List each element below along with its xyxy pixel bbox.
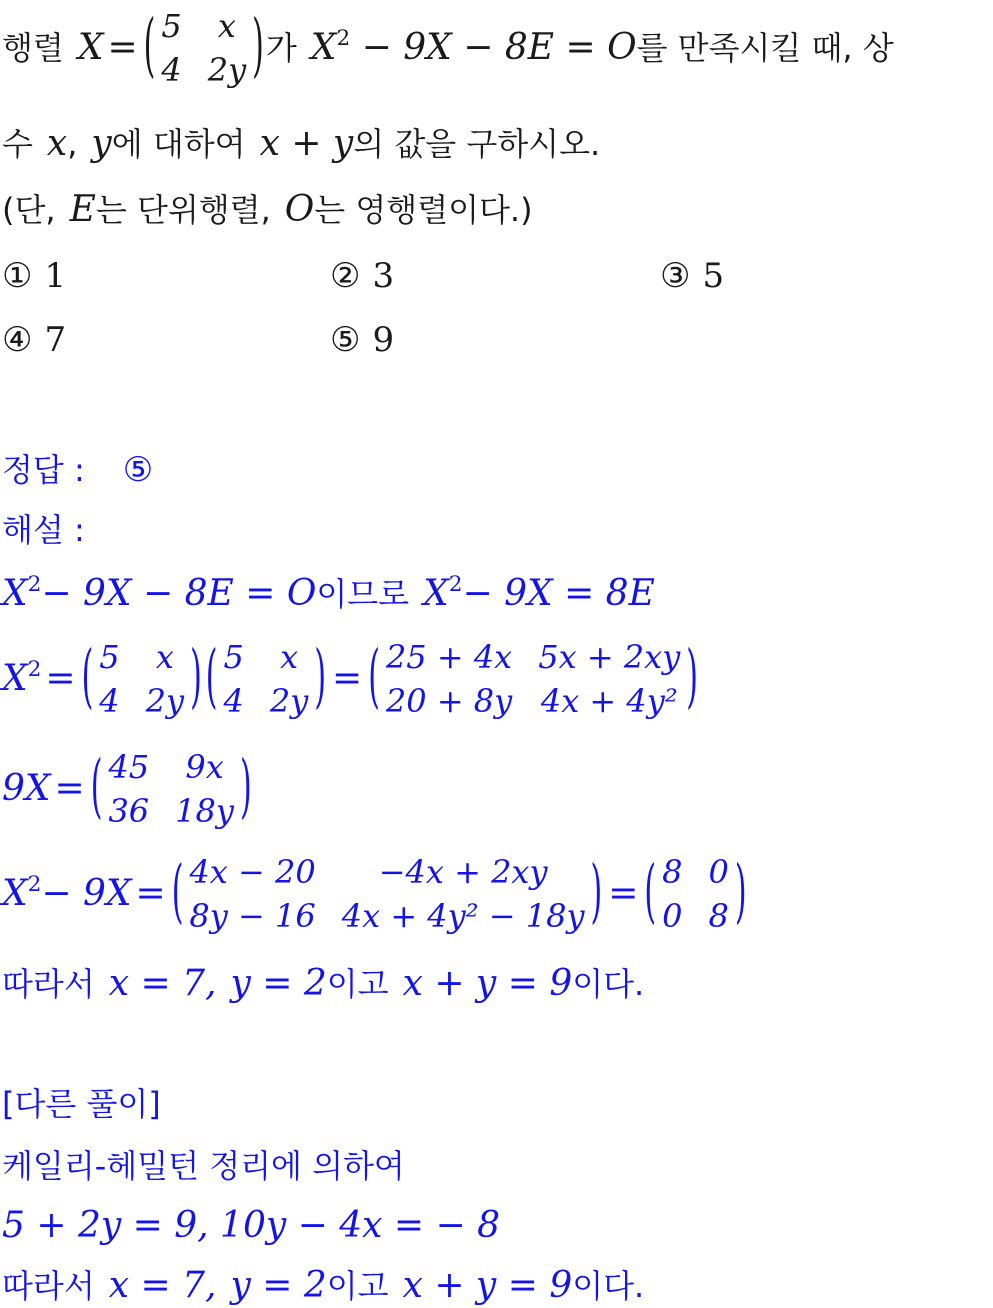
alt-text: 따라서 <box>2 1267 95 1305</box>
choice-marker: ③ <box>660 256 691 296</box>
problem-text: , <box>67 125 78 163</box>
choice-2[interactable] <box>330 256 394 296</box>
matrix-8e <box>644 852 746 936</box>
problem-line-1 <box>2 6 894 90</box>
matrix-entry: 9x <box>185 748 224 786</box>
right-paren: ) <box>686 637 698 719</box>
left-paren: ( <box>644 852 657 934</box>
problem-text: 는 단위행렬, <box>95 191 271 229</box>
left-paren: ( <box>143 6 156 88</box>
math-expression: − 9X − 8E = O <box>41 573 317 614</box>
math-expression: − 9X = 8E <box>462 573 655 614</box>
matrix-entry: 0 <box>708 853 729 891</box>
alt-line-2 <box>2 1204 500 1248</box>
solution-step-3 <box>2 744 254 834</box>
left-paren: ( <box>81 637 94 719</box>
math-symbol: X <box>77 27 104 68</box>
math-expression: x = 7, <box>108 1265 217 1306</box>
solution-label: 해설 : <box>2 511 85 549</box>
math-expression: x = 7, <box>108 963 217 1004</box>
math-operator: = <box>45 658 76 699</box>
matrix-entry: 25 + 4x <box>385 638 513 676</box>
matrix-x-squared <box>368 637 698 721</box>
exponent: 2 <box>448 572 463 597</box>
problem-text: 를 만족시킬 때, 상 <box>636 29 894 67</box>
problem-text: (단, <box>2 191 56 229</box>
solution-step-1 <box>2 572 655 616</box>
matrix-difference <box>172 852 603 936</box>
choice-value: 5 <box>702 256 725 296</box>
math-expression <box>310 26 637 68</box>
matrix-x-right <box>206 637 326 721</box>
math-expression <box>2 657 42 699</box>
matrix-entry: 5x + 2xy <box>538 638 681 676</box>
matrix-entry: 8 <box>708 897 729 935</box>
solution-text: 따라서 <box>2 965 95 1003</box>
solution-label-line <box>2 510 85 550</box>
solution-text: 이다. <box>572 965 645 1003</box>
right-paren: ) <box>314 637 327 719</box>
exponent: 2 <box>27 657 42 682</box>
right-paren: ) <box>239 747 252 829</box>
math-expression: y = 2 <box>230 963 327 1004</box>
alt-text: 케일리-헤밀턴 정리에 의하여 <box>2 1147 405 1185</box>
math-expression <box>423 572 655 614</box>
matrix-entry: 2y <box>145 682 185 720</box>
matrix-entry: 2y <box>207 51 247 89</box>
math-expression <box>2 572 317 614</box>
math-operator: = <box>332 658 363 699</box>
answer-line <box>2 450 165 490</box>
problem-text: 수 <box>2 125 33 163</box>
choice-3[interactable] <box>660 256 724 296</box>
exponent: 2 <box>336 26 351 51</box>
matrix-entry: 5 <box>99 638 120 676</box>
right-paren: ) <box>190 637 202 719</box>
matrix-entry: 20 + 8y <box>385 682 513 720</box>
math-symbol: O <box>284 189 315 230</box>
choice-5[interactable] <box>330 320 394 360</box>
left-paren: ( <box>205 637 218 719</box>
matrix-entry: x <box>280 638 299 676</box>
right-paren: ) <box>734 852 747 934</box>
matrix-entry: 4 <box>223 682 244 720</box>
solution-text: 이므로 <box>316 575 410 613</box>
problem-text: 행렬 <box>2 29 64 67</box>
matrix-entry: x <box>155 638 174 676</box>
math-operator: = <box>107 27 138 68</box>
exponent: 2 <box>27 572 42 597</box>
math-symbol: X <box>423 573 449 614</box>
choice-marker: ④ <box>2 320 33 360</box>
alt-text: 이고 <box>326 1267 389 1305</box>
math-symbol: X <box>2 573 28 614</box>
math-expression: − 9X <box>41 873 132 914</box>
math-symbol: x <box>46 123 68 164</box>
problem-text: 는 영행렬이다.) <box>314 191 533 229</box>
solution-step-2 <box>2 634 700 724</box>
math-expression: x + y <box>259 123 354 164</box>
choice-1[interactable] <box>2 256 66 296</box>
math-symbol: X <box>310 27 337 68</box>
math-expression: 9X <box>2 768 51 809</box>
matrix-entry: 18y <box>175 792 234 830</box>
solution-step-5 <box>2 962 644 1006</box>
matrix-entry: 36 <box>108 792 150 830</box>
math-symbol: X <box>2 873 28 914</box>
math-expression: 5 + 2y = 9, 10y − 4x = − 8 <box>2 1205 501 1246</box>
alt-line-1 <box>2 1144 405 1188</box>
math-symbol: E <box>69 189 96 230</box>
problem-text: 의 값을 구하시오. <box>353 125 601 163</box>
matrix-entry: 4 <box>161 51 182 89</box>
math-symbol: X <box>2 658 28 699</box>
choice-value: 9 <box>372 320 395 360</box>
choice-marker: ⑤ <box>330 320 361 360</box>
problem-line-2 <box>2 124 600 164</box>
math-operator: = <box>54 768 85 809</box>
answer-label: 정답 : <box>2 451 85 489</box>
solution-text: 이고 <box>326 965 389 1003</box>
left-paren: ( <box>171 852 184 934</box>
math-expression: x + y = 9 <box>402 963 573 1004</box>
matrix-entry: 4x − 20 <box>189 853 316 891</box>
alt-header-line <box>2 1082 161 1126</box>
matrix-entry: 8 <box>662 853 683 891</box>
matrix-entry: 45 <box>108 748 150 786</box>
matrix-entry: 8y − 16 <box>189 897 316 935</box>
alt-text: 이다. <box>572 1267 645 1305</box>
left-paren: ( <box>90 747 103 829</box>
choice-4[interactable] <box>2 320 66 360</box>
solution-step-4 <box>2 848 749 940</box>
math-expression: y = 2 <box>230 1265 327 1306</box>
matrix-entry: 4x + 4y² <box>540 682 678 720</box>
matrix-entry: x <box>217 7 236 45</box>
matrix-entry: 4x + 4y² − 18y <box>341 897 585 935</box>
right-paren: ) <box>590 852 603 934</box>
answer-value: ⑤ <box>122 450 154 490</box>
exponent: 2 <box>27 872 42 897</box>
matrix-a <box>144 6 264 90</box>
alt-header: [다른 풀이] <box>2 1085 161 1123</box>
problem-line-3 <box>2 190 533 230</box>
problem-text: 가 <box>265 29 297 67</box>
matrix-entry: −4x + 2xy <box>378 853 548 891</box>
alt-line-3 <box>2 1264 644 1308</box>
math-expression: − 9X − 8E = O <box>361 27 637 68</box>
math-operator: = <box>608 873 639 914</box>
math-symbol: y <box>91 123 112 164</box>
matrix-entry: 4 <box>99 682 120 720</box>
choice-value: 1 <box>44 256 67 296</box>
choice-value: 7 <box>44 320 67 360</box>
math-expression <box>2 872 132 914</box>
matrix-entry: 5 <box>223 638 244 676</box>
math-operator: = <box>135 873 166 914</box>
choice-marker: ① <box>2 256 33 296</box>
matrix-entry: 0 <box>662 897 683 935</box>
problem-text: 에 대하여 <box>111 125 246 163</box>
choice-marker: ② <box>330 256 361 296</box>
left-paren: ( <box>368 637 380 719</box>
math-expression: x + y = 9 <box>402 1265 573 1306</box>
matrix-entry: 2y <box>269 682 309 720</box>
choice-value: 3 <box>372 256 395 296</box>
right-paren: ) <box>252 6 264 88</box>
matrix-entry: 5 <box>161 7 182 45</box>
